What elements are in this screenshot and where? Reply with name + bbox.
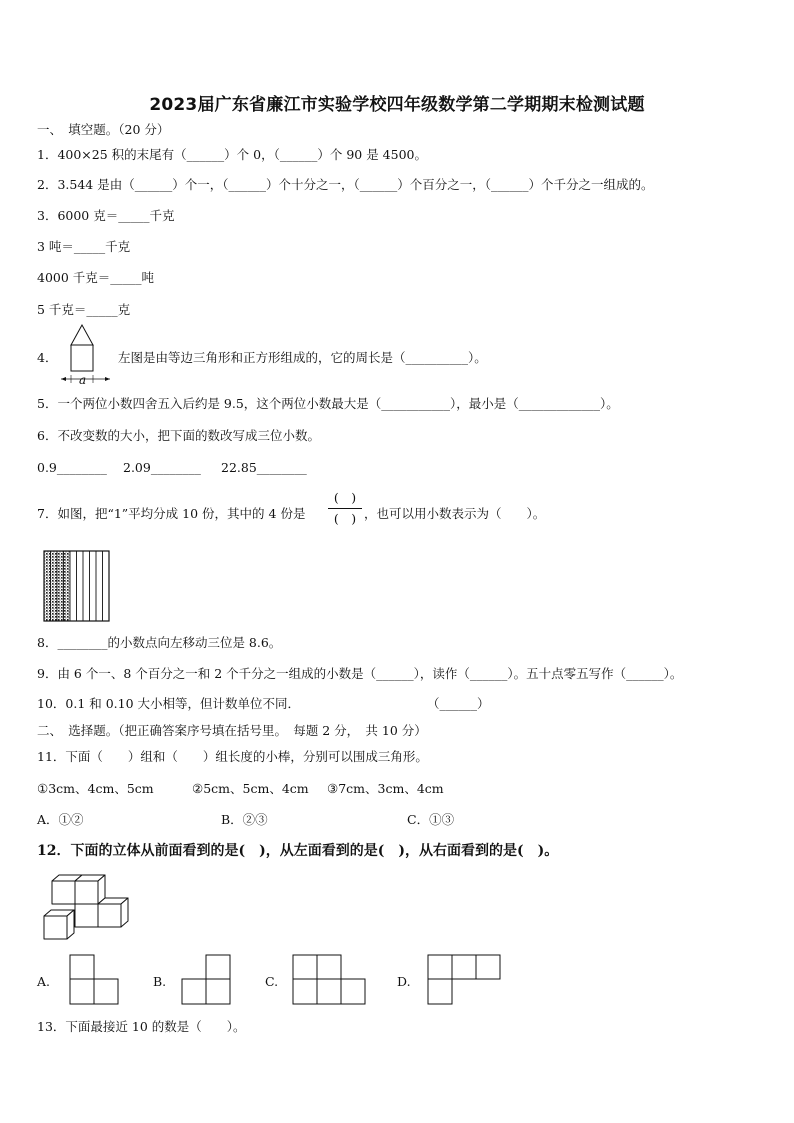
choice-b: B．②③ bbox=[221, 812, 268, 827]
question-12: 12．下面的立体从前面看到的是( )，从左面看到的是( )，从右面看到的是( )。 bbox=[37, 843, 559, 859]
question-6-item-1: 0.9________ bbox=[37, 460, 107, 475]
question-11: 11．下面（ ）组和（ ）组长度的小棒，分别可以围成三角形。 bbox=[37, 749, 428, 764]
question-3-line-3: 4000 千克＝_____吨 bbox=[37, 270, 155, 285]
question-3-line-2: 3 吨＝_____千克 bbox=[37, 239, 131, 254]
question-6-item-3: 22.85________ bbox=[221, 460, 307, 475]
fraction-bar bbox=[328, 508, 362, 509]
question-2: 2．3.544 是由（______）个一，（______）个十分之一，（______）个百分之一，（______）个千分之一组成的。 bbox=[37, 177, 654, 192]
question-11-option-2: ②5cm、5cm、4cm bbox=[192, 781, 309, 796]
figure-side-label: a bbox=[79, 373, 87, 387]
question-1: 1．400×25 积的末尾有（______）个 0，（______）个 90 是 4500。 bbox=[37, 147, 427, 162]
fraction-denominator: ( ) bbox=[333, 511, 357, 526]
question-11-option-1: ①3cm、4cm、5cm bbox=[37, 781, 154, 796]
question-10-answer-blank: （______） bbox=[427, 696, 490, 711]
question-3: 3．6000 克＝_____千克 bbox=[37, 208, 175, 223]
question-5: 5．一个两位小数四舍五入后约是 9.5，这个两位小数最大是（___________），最小是（_____________）。 bbox=[37, 396, 619, 411]
question-13: 13．下面最接近 10 的数是（ ）。 bbox=[37, 1019, 246, 1034]
question-9: 9．由 6 个一、8 个百分之一和 2 个千分之一组成的小数是（______），读作（______）。五十点零五写作（______）。 bbox=[37, 666, 683, 681]
choice-a: A．①② bbox=[37, 812, 84, 827]
question-10: 10．0.1 和 0.10 大小相等，但计数单位不同． bbox=[37, 696, 301, 711]
option-b-label: B. bbox=[153, 974, 167, 989]
cube-stack-figure bbox=[42, 872, 134, 944]
option-a-view bbox=[69, 954, 121, 1006]
choice-c: C．①③ bbox=[407, 812, 455, 827]
option-b-view bbox=[181, 954, 233, 1006]
option-c-view bbox=[292, 954, 366, 1006]
ten-strip-figure bbox=[43, 550, 111, 622]
section-heading-choice: 二、 选择题。（把正确答案序号填在括号里。 每题 2 分， 共 10 分） bbox=[37, 723, 427, 738]
option-d-label: D. bbox=[397, 974, 411, 989]
option-d-view bbox=[427, 954, 501, 1006]
question-6-item-2: 2.09________ bbox=[123, 460, 201, 475]
question-4: 左图是由等边三角形和正方形组成的，它的周长是（__________）。 bbox=[118, 350, 487, 365]
question-3-line-4: 5 千克＝_____克 bbox=[37, 302, 131, 317]
question-7-continued: ，也可以用小数表示为（ ）。 bbox=[364, 506, 546, 521]
house-shape-figure bbox=[60, 323, 118, 387]
question-8: 8．________的小数点向左移动三位是 8.6。 bbox=[37, 635, 282, 650]
page-title: 2023届广东省廉江市实验学校四年级数学第二学期期末检测试题 bbox=[149, 95, 645, 115]
question-11-option-3: ③7cm、3cm、4cm bbox=[327, 781, 444, 796]
question-7-fraction bbox=[328, 490, 362, 527]
question-7: 7．如图，把“1”平均分成 10 份，其中的 4 份是 bbox=[37, 506, 306, 521]
option-a-label: A. bbox=[37, 974, 51, 989]
question-4-number: 4． bbox=[37, 350, 58, 365]
section-heading-fill-in: 一、 填空题。（20 分） bbox=[37, 122, 170, 137]
question-6: 6．不改变数的大小，把下面的数改写成三位小数。 bbox=[37, 428, 320, 443]
option-c-label: C. bbox=[265, 974, 279, 989]
fraction-numerator: ( ) bbox=[333, 490, 357, 505]
